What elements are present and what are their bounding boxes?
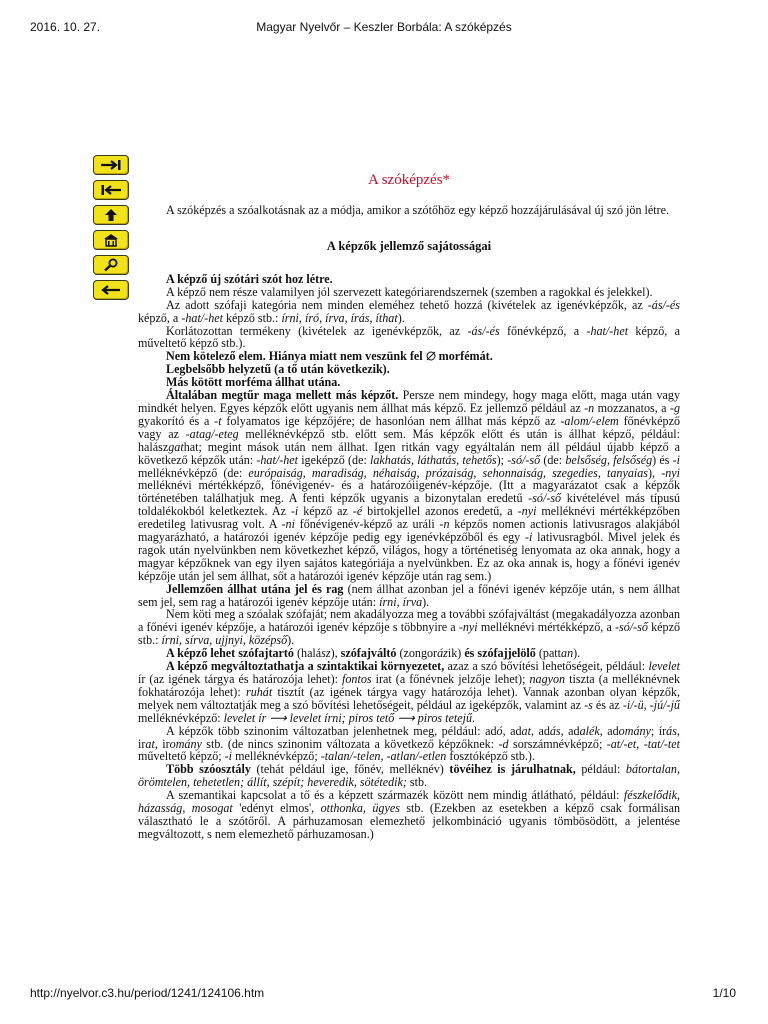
up-button[interactable]: [93, 205, 129, 225]
search-icon: [103, 258, 119, 272]
empty-set-icon: [426, 351, 436, 361]
paragraph-8: Általában megtűr maga mellett más képzőt. Persze nem mindegy, hogy maga előtt, maga után vagy mindkét helyen. Egyes képzők előtt ugyanis nem állhat más képző. Ez jellemző például az -n mozzanatos, a -g gyakorító és a -t folyamatos ige képzőjére; de hasonlóan nem állhat más képző az -alom/-elem főnévképző vagy az -atag/-eteg melléknévképző stb. előtt sem. Más képzők előtt és után is állhat képző, például: halászgathat; megint mások után nem állhat. Igen ritkán vagy egyáltalán nem áll például újabb képző a következő képzők után: -hat/-het igeképző (de: lakhatás, láthatás, tehetős); -só/-ső (de: belsőség, felsőség) és -i melléknévképző (de: európaiság, maradiság, néhaiság, prózaiság, sehonnaiság, szegedies, tanyaias), -nyi melléknévi mértékképző, főnévigenév- és a határozóiigenév-képzője. (Itt a magyarázatot csak a képzők történetében találhatjuk meg. A fenti képzők ugyanis a bizonytalan eredetű -só/-ső kivételével más típusú toldalékokból keletkeztek. Az -i képző az -é birtokjellel azonos eredetű, a -nyi melléknévi mértékképzőben eredetileg lativusrag volt. A -ni főnévigenév-képző az uráli -n képzős nomen actionis lativusragos alakjából magyarázható, a határozói igenév képzője pedig egy igenévképzőből és egy -i lativusragból. Mivel jelek és ragok után nyelvünkben nem következhet képző, világos, hogy a történetiség lenyomata az oka annak, hogy a magyar képzőknek van egy ilyen sajátos kategóriája a nyelvünkben. Ez az oka annak is, hogy a főnévi igenév képzője után jel sem állhat, sőt a határozói igenév képzője után rag sem.): [138, 388, 681, 583]
nav-toolbar: [93, 155, 131, 305]
paragraph-13: A képzők több szinonim változatban jelenhetnek meg, például: adó, adat, adás, adalék, adomány; írás, irat, iromány stb. (de nincs szinonim változata a következő képzőknek: -d sorszámnévképző; -at/-et, -tat/-tet műveltető képző; -i melléknévképző; -talan/-telen, -atlan/-etlen fosztóképző stb.).: [138, 723, 680, 764]
paragraph-12: A képző megváltoztathatja a szintaktikai környezetet, azaz a szó bővítési lehetőségeit, például: levelet ír (az igének tárgya és határozója lehet): fontos irat (a főnévnek jelzője lehet); nagyon tiszta (a melléknévnek fokhatározója lehet): ruhát tisztít (az igének tárgya vagy határozója lehet). Vannak azonban olyan képzők, melyek nem változtatják meg a szó bővítési lehetőségeit, például az igeképzők, valamint az -s és az -i/-ü, -jú/-jű melléknévképző: levelet ír ⟶ levelet írni; piros tető ⟶ piros tetejű.: [138, 659, 680, 725]
search-button[interactable]: [93, 255, 129, 275]
arrow-left-icon: [100, 284, 122, 296]
print-title: Magyar Nyelvőr – Keszler Borbála: A szóképzés: [256, 20, 512, 34]
paragraph-10: Nem köti meg a szóalak szófaját; nem akadályozza meg a további szófajváltást (megakadályozza azonban a főnévi igenév képzője, a határozói igenév képzője s többnyire a -nyi melléknévi mértékképző, a -só/-ső képző stb.: írni, sírva, ujjnyi, középső).: [138, 607, 681, 648]
print-date: 2016. 10. 27.: [30, 20, 101, 34]
home-button[interactable]: [93, 230, 129, 250]
print-header: [0, 20, 768, 38]
paragraph-15: A szemantikai kapcsolat a tő és a képzett származék között nem mindig átlátható, például: fészkelődik, házasság, mosogat 'edényt elmos', otthonka, ügyes stb. (Ezekben az esetekben a képző csak formálisan választható le a szótőről. A párhuzamosan elemezhető jelkombináció ugyanis tömbösödött, a jelentése megváltozott, s nem elemezhető párhuzamosan.): [138, 788, 680, 841]
paragraph-4: Korlátozottan termékeny (kivételek az igenévképzők, az -ás/-és főnévképző, a -hat/-het képző, a műveltető képző stb.).: [138, 323, 680, 351]
paragraph-1: [138, 273, 680, 286]
paragraph-9: Jellemzően állhat utána jel és rag (nem állhat azonban jel a főnévi igenév képzője után, s nem állhat sem jel, sem rag a határozói igenév képzője után: írni, írva).: [138, 581, 680, 609]
back-button[interactable]: [93, 280, 129, 300]
paragraph-6: Legbelsőbb helyzetű (a tő után következik).: [166, 362, 390, 377]
article: [138, 172, 680, 841]
article-title: A szóképzés*: [367, 172, 451, 188]
arrow-right-bar-icon: [99, 159, 123, 171]
arrow-up-icon: [104, 208, 118, 222]
section-heading: A képzők jellemző sajátosságai: [326, 238, 492, 253]
paragraph-7: Más kötött morféma állhat utána.: [166, 375, 341, 390]
paragraph-2: A képző nem része valamilyen jól szervezett kategóriarendszernek (szemben a ragokkal és jelekkel).: [166, 284, 653, 299]
paragraph-14: Több szóosztály (tehát például ige, főnév, melléknév) tövéihez is járulhatnak, például: bátortalan, örömtelen, tehetetlen; állít, szépít; heveredik, sötétedik; stb.: [138, 762, 680, 790]
print-footer: [0, 986, 768, 1004]
next-page-button[interactable]: [93, 155, 129, 175]
arrow-left-bar-icon: [99, 184, 123, 196]
intro-paragraph: A szóképzés a szóalkotásnak az a módja, amikor a szótőhöz egy képző hozzájárulásával új szó jön létre.: [166, 203, 670, 217]
page-number: 1/10: [712, 986, 736, 1000]
prev-page-button[interactable]: [93, 180, 129, 200]
paragraph-1-head: A képző új szótári szót hoz létre.: [166, 271, 333, 286]
paragraph-3: Az adott szófaji kategória nem minden eleméhez tehető hozzá (kivételek az igenévképzők, az -ás/-és képző, a -hat/-het képző stb.: írni, író, írva, írás, íthat).: [138, 297, 680, 325]
home-icon: [103, 233, 119, 247]
paragraph-11: A képző lehet szófajtartó (halász), szófajváltó (zongorázik) és szófajjelölő (pattan).: [166, 646, 581, 661]
paragraph-5: Nem kötelező elem. Hiánya miatt nem veszünk fel morfémát.: [166, 349, 493, 364]
print-url: http://nyelvor.c3.hu/period/1241/124106.htm: [30, 986, 265, 1000]
